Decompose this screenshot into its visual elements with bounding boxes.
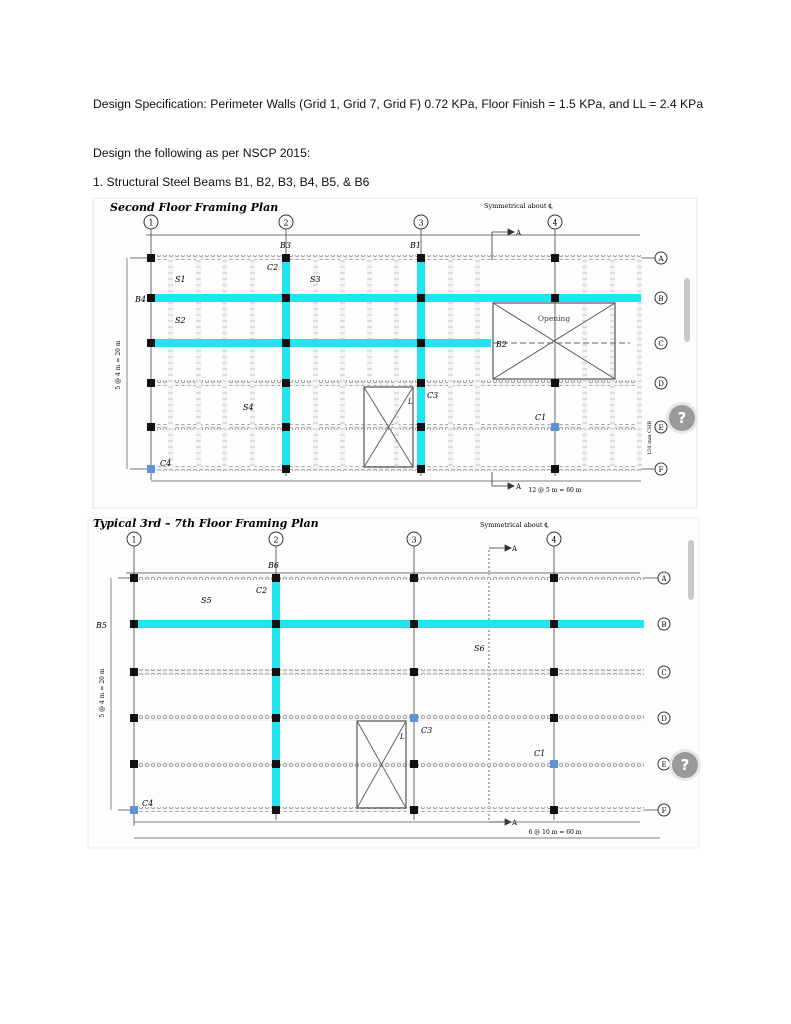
plan2-section-a-bottom: A (512, 819, 518, 827)
plan2-column-c1 (550, 760, 558, 768)
svg-text:C3: C3 (421, 726, 433, 735)
svg-text:4: 4 (551, 535, 557, 545)
svg-text:5 @ 4 m = 20 m: 5 @ 4 m = 20 m (115, 340, 122, 390)
plan2-frame (88, 518, 699, 848)
svg-text:S3: S3 (310, 275, 321, 284)
svg-text:C3: C3 (427, 391, 439, 400)
plan2-title: Typical 3rd – 7th Floor Framing Plan (93, 517, 319, 530)
plan2-scrollbar[interactable] (688, 540, 694, 600)
svg-text:S6: S6 (474, 644, 485, 653)
plan2-section-a-top: A (512, 545, 518, 553)
svg-text:3: 3 (418, 218, 424, 228)
svg-text:B2: B2 (496, 340, 507, 349)
svg-text:S4: S4 (243, 403, 254, 412)
design-specification: Design Specification: Perimeter Walls (Grid 1, Grid 7, Grid F) 0.72 KPa, Floor Finish = 1.5 KPa, and LL = 2.4 KPa (93, 97, 704, 111)
svg-text:D: D (661, 715, 667, 723)
svg-text:L: L (408, 398, 413, 406)
plan1-help-button[interactable]: ? (669, 405, 695, 431)
plan2-column-c3 (410, 714, 418, 722)
plan1-section-a-bottom: A (516, 483, 522, 491)
svg-text:5 @ 4 m = 20 m: 5 @ 4 m = 20 m (99, 668, 106, 718)
plan2-help-button[interactable]: ? (672, 752, 698, 778)
svg-text:S1: S1 (175, 275, 186, 284)
svg-text:C2: C2 (256, 586, 268, 595)
svg-text:A: A (658, 255, 664, 263)
svg-text:C: C (661, 669, 667, 677)
svg-text:2: 2 (283, 218, 289, 228)
svg-text:150 mm CHB: 150 mm CHB (647, 420, 653, 456)
svg-text:B6: B6 (268, 561, 279, 570)
svg-text:S2: S2 (175, 316, 186, 325)
svg-text:C2: C2 (267, 263, 279, 272)
svg-text:F: F (661, 807, 667, 815)
plan2-column-c4 (130, 806, 138, 814)
svg-text:C4: C4 (142, 799, 154, 808)
plan1-symmetry-note: Symmetrical about ℄ (484, 202, 553, 210)
svg-text:C1: C1 (535, 413, 547, 422)
plan1-title: Second Floor Framing Plan (110, 201, 279, 214)
svg-text:C: C (658, 340, 664, 348)
svg-text:A: A (661, 575, 667, 583)
svg-text:3: 3 (411, 535, 417, 545)
svg-text:D: D (658, 380, 664, 388)
svg-text:6 @ 10 m = 60 m: 6 @ 10 m = 60 m (528, 829, 582, 836)
svg-text:C4: C4 (160, 459, 172, 468)
svg-text:2: 2 (273, 535, 279, 545)
svg-text:12 @ 5 m = 60 m: 12 @ 5 m = 60 m (528, 487, 582, 494)
svg-text:S5: S5 (201, 596, 212, 605)
svg-text:Opening: Opening (537, 314, 571, 323)
plan2-symmetry-note: Symmetrical about ℄ (480, 521, 549, 529)
svg-text:B5: B5 (96, 621, 107, 630)
svg-text:B: B (661, 621, 667, 629)
svg-text:B3: B3 (280, 241, 291, 250)
task-item-1: 1. Structural Steel Beams B1, B2, B3, B4, B5, & B6 (93, 175, 370, 189)
plan1-section-a-top: A (516, 229, 522, 237)
svg-text:C1: C1 (534, 749, 546, 758)
svg-text:1: 1 (131, 535, 137, 545)
beam-b6 (272, 578, 280, 810)
svg-text:4: 4 (552, 218, 558, 228)
svg-text:F: F (658, 466, 664, 474)
svg-text:E: E (661, 761, 667, 769)
svg-text:B1: B1 (410, 241, 421, 250)
design-instruction: Design the following as per NSCP 2015: (93, 146, 311, 160)
svg-text:B: B (658, 295, 664, 303)
svg-text:E: E (658, 424, 664, 432)
svg-text:B4: B4 (135, 295, 146, 304)
svg-text:L: L (400, 733, 405, 741)
svg-text:1: 1 (148, 218, 154, 228)
beam-b5 (134, 620, 644, 628)
